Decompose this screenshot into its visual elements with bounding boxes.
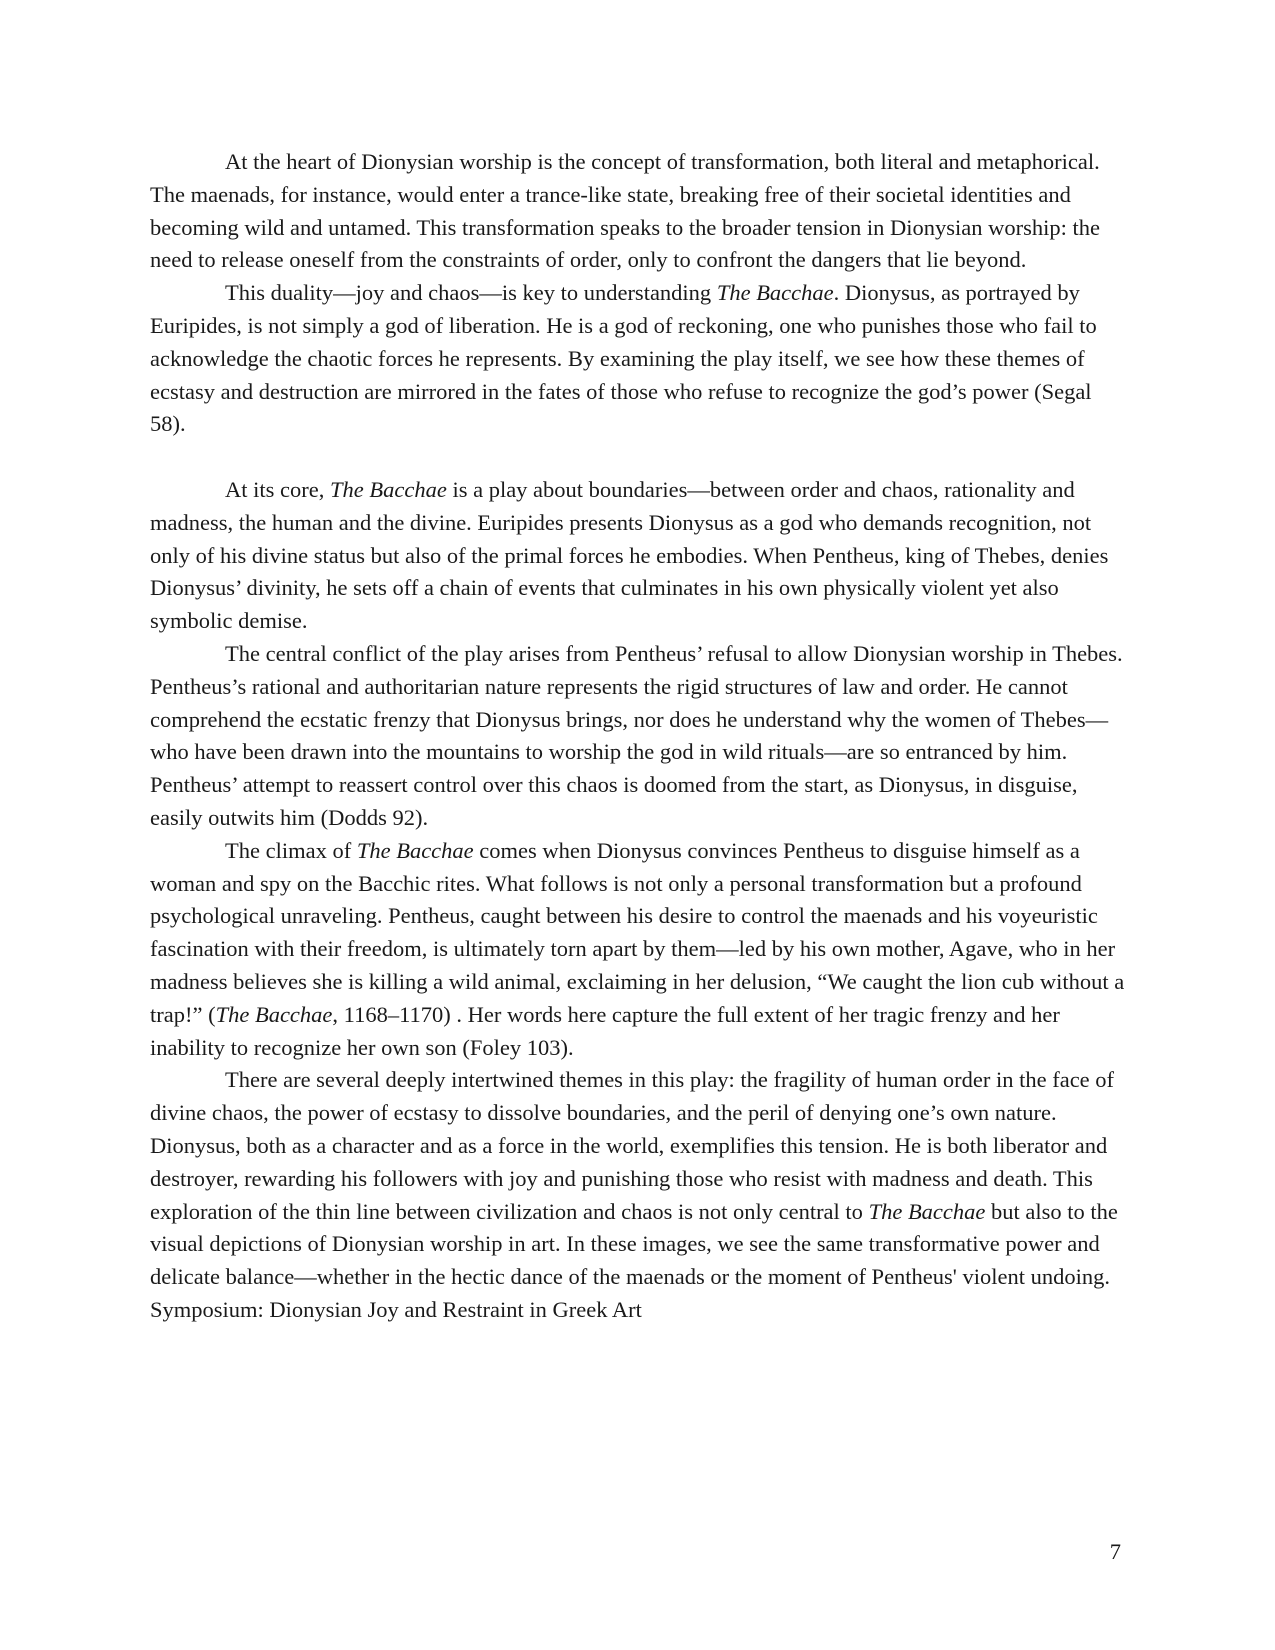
text-run: The climax of [225, 837, 357, 863]
italic-title: The Bacchae [716, 280, 834, 306]
text-run: , 1168–1170) . Her words here capture the full extent of her tragic frenzy and her inability to recognize her own son (Foley 103). [150, 1001, 1060, 1060]
italic-title: The Bacchae [868, 1198, 986, 1224]
text-run: . Dionysus, as portrayed by Euripides, is not simply a god of liberation. He is a god of reckoning, one who punishes those who fail to acknowledge the chaotic forces he represents. By examining the play itself, we see how these themes of ecstasy and destruction are mirrored in the fates of those who refuse to recognize the god’s power (Segal 58). [150, 280, 1097, 437]
text-run: but also to the visual depictions of Dionysian worship in art. In these images, we see the same transformative power and delicate balance—whether in the hectic dance of the maenads or the moment of Pentheus' violent undoing. [150, 1198, 1118, 1290]
paragraph-duality [150, 277, 1125, 441]
blank-line [150, 441, 1125, 474]
paragraph-central-conflict: The central conflict of the play arises from Pentheus’ refusal to allow Dionysian worship in Thebes. Pentheus’s rational and authoritarian nature represents the rigid structures of law and order. He cannot comprehend the ecstatic frenzy that Dionysus brings, nor does he understand why the women of Thebes—who have been drawn into the mountains to worship the god in wild rituals—are so entranced by him. Pentheus’ attempt to reassert control over this chaos is doomed from the start, as Dionysus, in disguise, easily outwits him (Dodds 92). [150, 640, 1123, 830]
text-run: is a play about boundaries—between order and chaos, rationality and madness, the human and the divine. Euripides presents Dionysus as a god who demands recognition, not only of his divine status but also of the primal forces he embodies. When Pentheus, king of Thebes, denies Dionysus’ divinity, he sets off a chain of events that culminates in his own physically violent yet also symbolic demise. [150, 476, 1109, 634]
text-run: This duality—joy and chaos—is key to understanding [225, 280, 717, 306]
next-section-title: Symposium: Dionysian Joy and Restraint in Greek Art [150, 1296, 642, 1322]
document-body [150, 146, 1125, 1327]
page-number: 7 [1109, 1539, 1121, 1564]
italic-title: The Bacchae [356, 837, 474, 863]
paragraph-boundaries [150, 474, 1125, 638]
paragraph-themes [150, 1064, 1125, 1294]
paragraph-transformation: At the heart of Dionysian worship is the concept of transformation, both literal and metaphorical. The maenads, for instance, would enter a trance-like state, breaking free of their societal identities and becoming wild and untamed. This transformation speaks to the broader tension in Dionysian worship: the need to release oneself from the constraints of order, only to confront the dangers that lie beyond. [150, 149, 1101, 273]
paragraph-climax [150, 835, 1125, 1065]
text-run: There are several deeply intertwined themes in this play: the fragility of human order in the face of divine chaos, the power of ecstasy to dissolve boundaries, and the peril of denying one’s own nature. Dionysus, both as a character and as a force in the world, exemplifies this tension. He is both liberator and destroyer, rewarding his followers with joy and punishing those who resist with madness and death. This exploration of the thin line between civilization and chaos is not only central to [150, 1067, 1115, 1224]
text-run: comes when Dionysus convinces Pentheus to disguise himself as a woman and spy on the Bacchic rites. What follows is not only a personal transformation but a profound psychological unraveling. Pentheus, caught between his desire to control the maenads and his voyeuristic fascination with their freedom, is ultimately torn apart by them—led by his own mother, Agave, who in her madness believes she is killing a wild animal, exclaiming in her delusion, “We caught the lion cub without a trap!” ( [150, 837, 1125, 1027]
italic-title: The Bacchae [215, 1001, 333, 1027]
italic-title: The Bacchae [329, 476, 447, 502]
text-run: At its core, [225, 476, 330, 502]
